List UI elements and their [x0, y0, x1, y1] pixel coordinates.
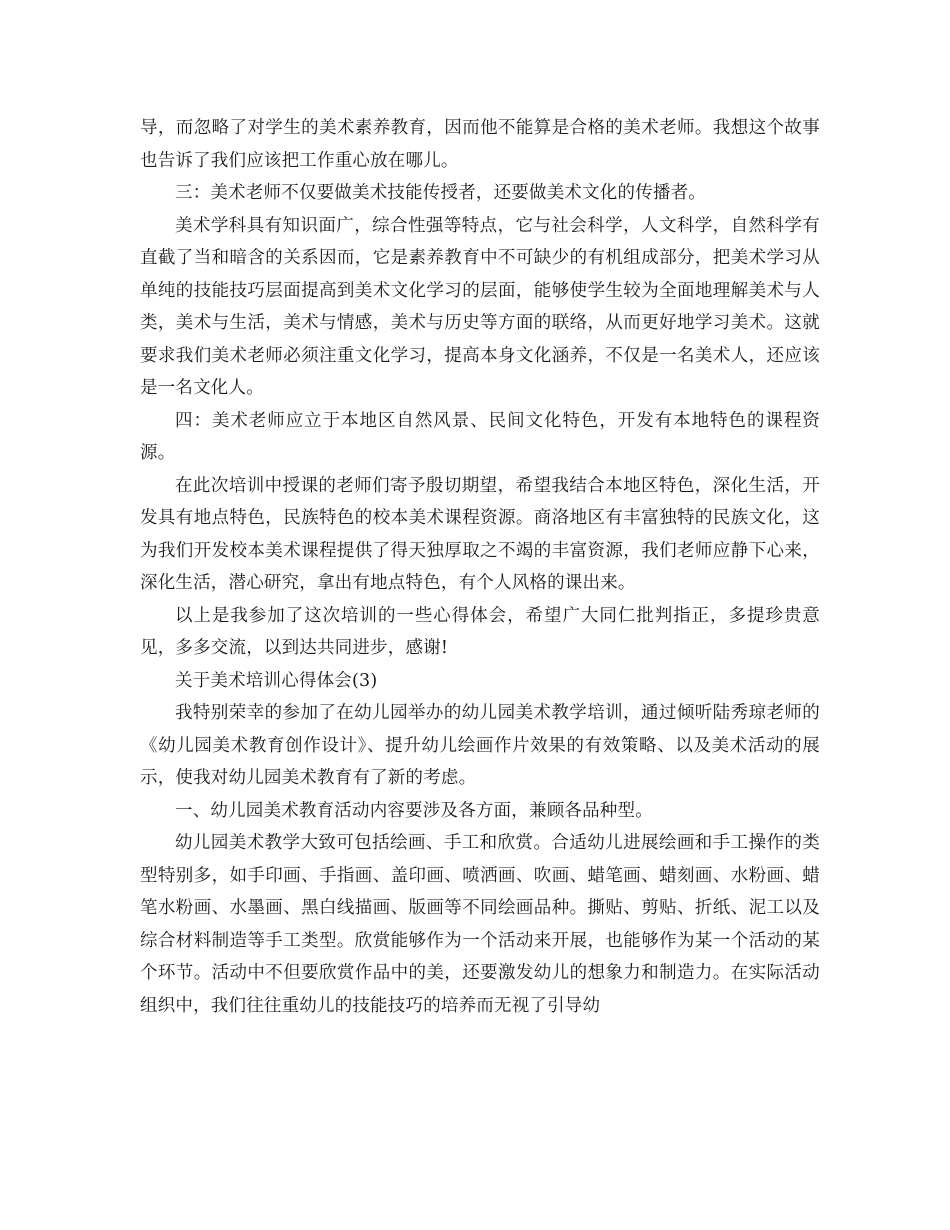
paragraph-heading-one: 一、幼儿园美术教育活动内容要涉及各方面，兼顾各品种型。: [175, 800, 653, 821]
paragraph-continuation: 导，而忽略了对学生的美术素养教育，因而他不能算是合格的美术老师。我想这个故事也告诉了我们应该把工作重心放在哪儿。: [140, 118, 820, 171]
paragraph-kindergarten-intro: 我特别荣幸的参加了在幼儿园举办的幼儿园美术教学培训，通过倾听陆秀琼老师的《幼儿园美术教育创作设计》、提升幼儿绘画作片效果的有效策略、以及美术活动的展示，使我对幼儿园美术教育有了新的考虑。: [140, 703, 820, 788]
paragraph-art-culture: 美术学科具有知识面广，综合性强等特点，它与社会科学，人文科学，自然科学有直截了当和暗含的关系因而，它是素养教育中不可缺少的有机组成部分，把美术学习从单纯的技能技巧层面提高到美术文化学习的层面，能够使学生较为全面地理解美术与人类，美术与生活，美术与情感，美术与历史等方面的联络，从而更好地学习美术。这就要求我们美术老师必须注重文化学习，提高本身文化涵养，不仅是一名美术人，还应该是一名文化人。: [140, 215, 820, 398]
section-title: 关于美术培训心得体会(3): [175, 670, 378, 691]
paragraph-conclusion: 以上是我参加了这次培训的一些心得体会，希望广大同仁批判指正，多提珍贵意见，多多交流，以到达共同进步，感谢!: [140, 605, 820, 658]
paragraph-heading-three: 三：美术老师不仅要做美术技能传授者，还要做美术文化的传播者。: [175, 183, 706, 203]
paragraph-art-types: 幼儿园美术教学大致可包括绘画、手工和欣赏。合适幼儿进展绘画和手工操作的类型特别多，如手印画、手指画、盖印画、喷洒画、吹画、蜡笔画、蜡刻画、水粉画、蜡笔水粉画、水墨画、黑白线描画、版画等不同绘画品种。撕贴、剪贴、折纸、泥工以及综合材料制造等手工类型。欣赏能够作为一个活动来开展，也能够作为某一个活动的某个环节。活动中不但要欣赏作品中的美，还要激发幼儿的想象力和制造力。在实际活动组织中，我们往往重幼儿的技能技巧的培养而无视了引导幼: [140, 833, 820, 1016]
paragraph-heading-four: 四：美术老师应立于本地区自然风景、民间文化特色，开发有本地特色的课程资源。: [140, 410, 820, 463]
document-body: [140, 112, 820, 1022]
paragraph-local-resources: 在此次培训中授课的老师们寄予殷切期望，希望我结合本地区特色，深化生活，开发具有地点特色，民族特色的校本美术课程资源。商洛地区有丰富独特的民族文化，这为我们开发校本美术课程提供了得天独厚取之不竭的丰富资源，我们老师应静下心来，深化生活，潜心研究，拿出有地点特色，有个人风格的课出来。: [140, 475, 820, 593]
